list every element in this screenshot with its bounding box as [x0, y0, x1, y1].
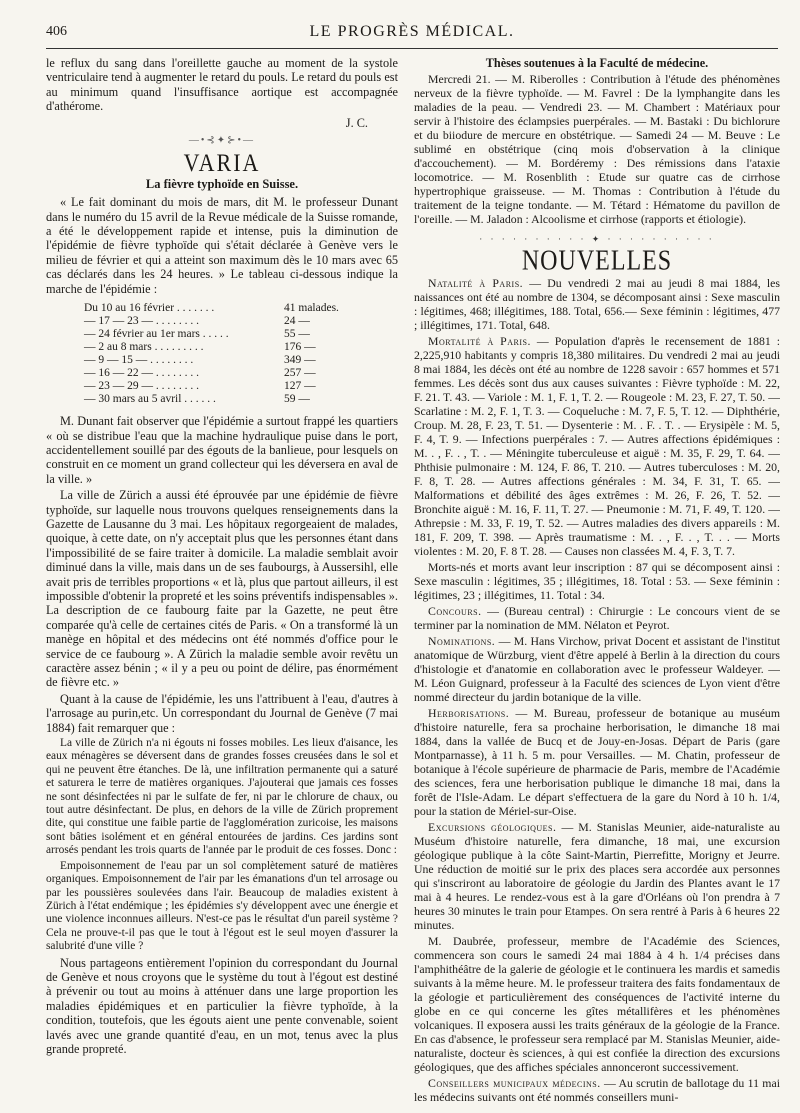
ornament-divider: · · · · · · · · · · ✦ · · · · · · · · · ·: [479, 234, 715, 244]
nominations-text: — M. Hans Virchow, privat Docent et assistant de l'institut anatomique de Würzburg, vient d'être appelé à Berlin à la direction du cours d'histologie et d'anatomie en collaboration avec le professeur Waldeyer. — M. Léon Guignard, professeur à la Faculté des sciences de Lyon vient d'être nommé directeur du jardin botanique de la ville.: [414, 634, 780, 704]
page-number: 406: [46, 24, 67, 39]
nominations-heading: Nominations.: [428, 634, 496, 648]
page-header: [46, 22, 778, 49]
epidemic-table: [84, 302, 354, 406]
ornament-divider: —•⊰✦⊱•—: [188, 135, 256, 147]
table-row: [84, 380, 354, 393]
daubree-paragraph: M. Daubrée, professeur, membre de l'Académie des Sciences, commencera son cours le samedi 24 mai 1884 à 4 h. 1/4 précises dans l'amphithéâtre de la galerie de géologie et le continuera les mardis et samedis suivants à la même heure. M. le professeur traitera des faits fondamentaux de la géologie et particulièrement des conséquences de l'activité interne du globe en ce qui concerne les gîtes métallifères et les phénomènes volcaniques. Il exposera aussi les traits généraux de la géologie de la France. En cas d'absence, le professeur sera remplacé par M. Stanislas Meunier, aide-naturaliste, docteur ès sciences, à qui est confiée la direction des excursions géologiques, que des affiches spéciales annonceront successivement.: [414, 934, 780, 1074]
table-value: 257 —: [284, 367, 316, 380]
herborisations-heading: Herborisations.: [428, 706, 510, 720]
quote-paragraph-2: Empoisonnement de l'eau par un sol complètement saturé de matières organiques. Empoisonnement de l'air par les émanations d'un tel arrosage ou par les poussières soulevées dans l'air. Beaucoup de maladies existent à Zürich à l'état endémique ; les épidémies s'y développent avec une énergie et une violence inconnues ailleurs. N'est-ce pas le résultat d'un pareil système ? Cela ne prouve-t-il pas que le tout à l'égout est le seul moyen d'assurer la salubrité d'une ville ?: [46, 859, 398, 953]
herborisations-text: — M. Bureau, professeur de botanique au muséum d'histoire naturelle, fera sa prochaine herborisation, le dimanche 18 mai 1884, dans la vallée de Bucq et de Jouy-en-Josas. Départ de Paris (gare Montparnasse), à 11 h. 5 m. pour Versailles. — M. Chatin, professeur de botanique à l'école supérieure de pharmacie de Paris, membre de l'Académie des sciences, fera une herborisation publique le dimanche 18 mai, dans la forêt de l'Isle-Adam. Le départ s'effectuera de la gare du Nord à 10 h. 1/4, pour la station de Mériel-sur-Oise.: [414, 706, 780, 818]
table-value: 24 —: [284, 315, 310, 328]
table-row: [84, 328, 354, 341]
paragraph-quarters: M. Dunant fait observer que l'épidémie a surtout frappé les quartiers « où se distribue l'eau que la machine hydraulique puise dans le port, accidentellement souillé par des égouts de la banlieue, pour lesquels on construit en ce moment un grand collecteur qui les déversera en aval de la ville. »: [46, 414, 398, 486]
table-period: Du 10 au 16 février . . . . . . .: [84, 302, 215, 315]
table-row: [84, 393, 354, 406]
table-period: — 23 — 29 — . . . . . . . .: [84, 380, 199, 393]
theses-list: Mercredi 21. — M. Riberolles : Contribution à l'étude des phénomènes nerveux de la fièvre typhoïde. — M. Favrel : De la lymphangite dans les maladies de la peau. — Vendredi 23. — M. Chambert : Matériaux pour servir à l'histoire des éclampsies puerpérales. — M. Bastaki : Du bichlorure et du biiodure de mercure en obstétrique. — Samedi 24 — M. Beuve : Le sublimé en obstétrique (cinq mois d'observation à la clinique d'accouchement). — M. Bordéremy : Des rémissions dans l'ataxie locomotrice. — M. Rosenblith : Etude sur quatre cas de cirrhose hypertrophique graisseuse. — M. Thomas : Contribution à l'étude du traitement de la teigne tondante. — M. Tétard : Hématome du pavillon de l'oreille. — M. Jaladon : Alcoolisme et cirrhose (rapports et étiologie).: [414, 72, 780, 226]
table-row: [84, 367, 354, 380]
section-title-nouvelles: NOUVELLES: [521, 245, 673, 277]
table-row: [84, 354, 354, 367]
table-value: 176 —: [284, 341, 316, 354]
article-title: La fièvre typhoïde en Suisse.: [145, 176, 299, 191]
mortalite-text: — Population d'après le recensement de 1881 : 2,225,910 habitants y compris 18,380 militaires. Du vendredi 2 mai au jeudi 8 mai 1884, les décès ont été au nombre de 1228 savoir : 657 hommes et 571 femmes. Les décès sont dus aux causes suivantes : Fièvre typhoïde : M. 22, F. 21. T. 43. — Variole : M. 1, F. 1, T. 2. — Rougeole : M. 23, F. 27, T. 50. — Scarlatine : M. 2, F. 1, T. 3. — Coqueluche : M. 7, F. 5, T. 12. — Diphthérie, Croup. M. 28, F. 23, T. 51. — Dysenterie : M. . F. . T. . — Erysipèle : M. 5, F. 4, T. 9. — Infections puerpérales : 7. — Autres affections épidémiques : M. . , F. . , T. . — Méningite tuberculeuse et aiguë : M. 35, F. 29, T. 64. — Phthisie pulmonaire : M. 124, F. 86, T. 210. — Autres tuberculoses : M. 20, F. 8, T. 28. — Autres affections générales : M. 34, F. 31, T. 65. — Malformations et débilité des âges extrêmes : M. 26, F. 26, T. 52. — Bronchite aiguë : M. 16, F. 11, T. 27. — Pneumonie : M. 71, F. 49, T. 120. — Athrepsie : M. 33, F. 19, T. 52. — Autres maladies des divers appareils : M. 181, F. 209, T. 398. — Après traumatisme : M. . , F. . , T. . . — Morts violentes : M. 20, F. 8 T. 28. — Causes non classées M. 4, F. 3, T. 7.: [414, 334, 780, 558]
table-value: 127 —: [284, 380, 316, 393]
concours-text: — (Bureau central) : Chirurgie : Le concours vient de se terminer par la nomination de MM. Nélaton et Peyrot.: [414, 604, 780, 632]
excursions-paragraph: [414, 820, 780, 932]
mortalite-paragraph: [414, 334, 780, 558]
paragraph-zurich: La ville de Zürich a aussi été éprouvée par une épidémie de fièvre typhoïde, sur laquelle nous trouvons quelques renseignements dans la Gazette de Lausanne du 3 mai. Les hôpitaux regorgeaient de malades, quoique, à cette date, on n'y acceptait plus que les personnes étant dans l'impossibilité de se faire traiter à domicile. La maladie semblait avoir diminué dans la ville, mais dans un de ses faubourgs, à Aussersihl, elle avait pris de terribles proportions « et là, plus que partout ailleurs, il est impossible d'obtenir la propreté et les soins préventifs indispensables ». La description de ce faubourg faite par la Gazette, ne peut être comparée qu'à celle de certaines cités de Paris. « On a transformé là un manège en hôpital et des médecins ont été nommés d'office pour le service de ce faubourg ». A Zürich la maladie semble avoir revêtu un caractère assez bénin ; « il y a peu ou point de délire, pas énormément de fièvre etc. »: [46, 488, 398, 690]
conseillers-heading: Conseillers municipaux médecins.: [428, 1076, 601, 1090]
table-value: 55 —: [284, 328, 310, 341]
table-value: 59 —: [284, 393, 310, 406]
table-period: — 24 février au 1er mars . . . . .: [84, 328, 229, 341]
natalite-paragraph: [414, 276, 780, 332]
journal-title: LE PROGRÈS MÉDICAL.: [309, 23, 515, 40]
table-period: — 17 — 23 — . . . . . . . .: [84, 315, 199, 328]
table-period: — 2 au 8 mars . . . . . . . . .: [84, 341, 204, 354]
natalite-text: — Du vendredi 2 mai au jeudi 8 mai 1884, les naissances ont été au nombre de 1304, se décomposant ainsi : Sexe masculin : légitimes, 468; illégitimes, 188. Total, 656.— Sexe féminin : légitimes, 477 ; illégitimes, 171. Total, 648.: [414, 276, 780, 332]
quote-paragraph: La ville de Zürich n'a ni égouts ni fosses mobiles. Les lieux d'aisance, les eaux ménagères se déversent dans de grandes fosses creusées dans le sol et qui ne peuvent être étanches. De là, une infiltration permanente qui a saturé et saturera le terre de matières organiques. J'ajouterai que jamais ces fosses ne sont désinfectées ni par le sulfate de fer, ni par le chlorure de chaux, ou tout autre désinfectant. De plus, en dehors de la ville de Zürich proprement dite, qui constitue une faible partie de l'agglomération zuricoise, les maisons sont bâties isolément et en général entourées de jardins. Ces jardins sont arrosés pendant les trois quarts de l'année par le produit de ces fosses. Donc :: [46, 737, 398, 857]
excursions-text: — M. Stanislas Meunier, aide-naturaliste au Muséum d'histoire naturelle, fera dimanche, 18 mai, une excursion géologique publique à la côte Saint-Martin, Pierrefitte, Morigny et Jeurre. Une réduction de moitié sur le prix des places sera accordée aux personnes qui s'inscriront au laboratoire de géologie du Jardin des Plantes avant le 17 mai à 4 heures. Le rendez-vous est à la gare d'Orléans où l'on prendra à 7 heures 30 minutes le train pour Etampes. On sera rentré à Paris à 6 heures 22 minutes.: [414, 820, 780, 932]
intro-signature: J. C.: [345, 115, 368, 130]
paragraph-conclusion: Nous partageons entièrement l'opinion du correspondant du Journal de Genève et nous croyons que le système du tout à l'égout est destiné à prévenir ou tout au moins à atténuer dans une large proportion les maladies épidémiques et en particulier la fièvre typhoïde, à la condition, toutefois, que les égouts aient une pente convenable, soient lavés avec une grande quantité d'eau, en un mot, tenus avec la plus grande propreté.: [46, 955, 398, 1056]
paragraph-dunant: « Le fait dominant du mois de mars, dit M. le professeur Dunant dans le numéro du 15 avril de la Revue médicale de la Suisse romande, a été le développement rapide et intense, puis la diminution de l'épidémie de fièvre typhoïde qui s'était déclarée à Genève vers le milieu de février et qui a atteint son maximum dès le 10 mars avec 65 cas déclarés dans les 24 heures. » Le tableau ci-dessous indique la marche de l'épidémie :: [46, 195, 398, 296]
intro-paragraph: le reflux du sang dans l'oreillette gauche au moment de la systole ventriculaire tend à augmenter le retard du pouls. Le retard du pouls est au minimum quand l'insuffisance aortique est accompagnée d'athérome.: [46, 56, 398, 114]
table-row: [84, 302, 354, 315]
right-column: [414, 56, 780, 1106]
theses-title: Thèses soutenues à la Faculté de médecine.: [485, 56, 709, 70]
table-period: — 9 — 15 — . . . . . . . .: [84, 354, 194, 367]
conseillers-text: — Au scrutin de ballotage du 11 mai les médecins suivants ont été nommés conseillers muni-: [414, 1076, 780, 1104]
table-value: 349 —: [284, 354, 316, 367]
table-row: [84, 341, 354, 354]
table-row: [84, 315, 354, 328]
mortalite-heading: Mortalité à Paris.: [428, 334, 531, 348]
paragraph-cause: Quant à la cause de l'épidémie, les uns l'attribuent à l'eau, d'autres à l'arrosage au purin,etc. Un correspondant du Journal de Genève (7 mai 1884) fait remarquer que :: [46, 691, 398, 735]
concours-paragraph: [414, 604, 780, 632]
herborisations-paragraph: [414, 706, 780, 818]
left-column: [46, 56, 398, 1106]
natalite-heading: Natalité à Paris.: [428, 276, 524, 290]
excursions-heading: Excursions géologiques.: [428, 820, 557, 834]
section-title-varia: VARIA: [183, 148, 261, 178]
conseillers-paragraph: [414, 1076, 780, 1104]
table-period: — 30 mars au 5 avril . . . . . .: [84, 393, 216, 406]
table-value: 41 malades.: [284, 302, 339, 315]
concours-heading: Concours.: [428, 604, 482, 618]
mortsnes-paragraph: Morts-nés et morts avant leur inscription : 87 qui se décomposent ainsi : Sexe masculin : légitimes, 35 ; illégitimes, 18. Total : 53. — Sexe féminin : légitimes, 23 ; illégitimes, 11. Total : 34.: [414, 560, 780, 602]
nominations-paragraph: [414, 634, 780, 704]
table-period: — 16 — 22 — . . . . . . . .: [84, 367, 199, 380]
